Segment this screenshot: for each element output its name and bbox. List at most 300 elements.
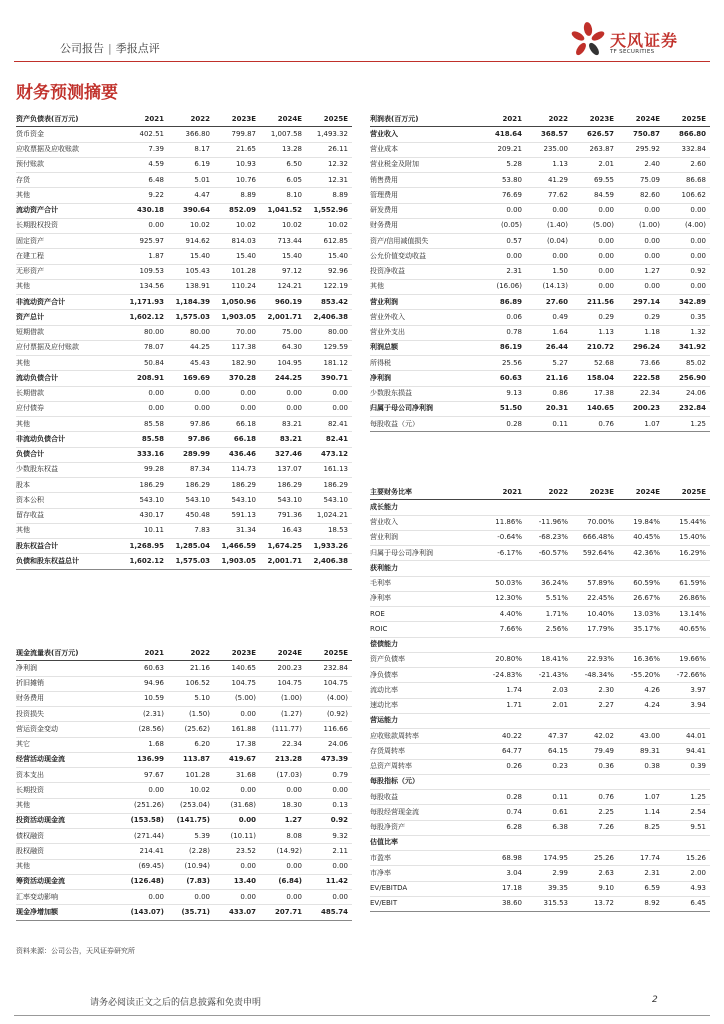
row-label: 每股收益 bbox=[370, 790, 480, 805]
value-cell: 1,024.21 bbox=[306, 508, 352, 523]
value-cell: 136.99 bbox=[122, 752, 168, 767]
value-cell: 25.26 bbox=[572, 851, 618, 866]
row-label: 利润总额 bbox=[370, 340, 480, 355]
value-cell: 92.96 bbox=[306, 264, 352, 279]
value-cell: 0.00 bbox=[168, 386, 214, 401]
value-cell: 2.54 bbox=[664, 805, 710, 820]
value-cell: 8.17 bbox=[168, 142, 214, 157]
table-row bbox=[16, 707, 352, 722]
value-cell: 208.91 bbox=[122, 371, 168, 386]
table-row bbox=[370, 340, 710, 355]
table-title-cell: 主要财务比率 bbox=[370, 485, 480, 500]
table-row bbox=[16, 874, 352, 889]
value-cell: 50.03% bbox=[480, 576, 526, 591]
value-cell: 1.71 bbox=[480, 698, 526, 713]
table-row bbox=[16, 325, 352, 340]
value-cell: 2.63 bbox=[572, 866, 618, 881]
value-cell: 1,050.96 bbox=[214, 295, 260, 310]
table-row bbox=[370, 127, 710, 142]
row-label: 存货周转率 bbox=[370, 744, 480, 759]
value-cell: 13.40 bbox=[214, 874, 260, 889]
value-cell: 0.00 bbox=[214, 386, 260, 401]
year-header-cell: 2025E bbox=[306, 646, 352, 661]
value-cell: (271.44) bbox=[122, 829, 168, 844]
value-cell: 97.67 bbox=[122, 768, 168, 783]
row-label: 净利润 bbox=[370, 371, 480, 386]
table-row bbox=[370, 668, 710, 683]
table-row bbox=[16, 783, 352, 798]
value-cell: 0.00 bbox=[260, 386, 306, 401]
row-label: 长期股权投资 bbox=[16, 218, 122, 233]
value-cell: (126.48) bbox=[122, 874, 168, 889]
value-cell: 436.46 bbox=[214, 447, 260, 462]
value-cell: 1.18 bbox=[618, 325, 664, 340]
year-header-cell: 2021 bbox=[122, 646, 168, 661]
table-row bbox=[16, 859, 352, 874]
value-cell: 2.03 bbox=[526, 683, 572, 698]
row-label: 短期借款 bbox=[16, 325, 122, 340]
value-cell: 16.29% bbox=[664, 546, 710, 561]
value-cell: 38.60 bbox=[480, 896, 526, 911]
value-cell: (1.00) bbox=[260, 691, 306, 706]
value-cell: 2.99 bbox=[526, 866, 572, 881]
value-cell: 23.52 bbox=[214, 844, 260, 859]
row-label: 其他 bbox=[16, 356, 122, 371]
table-row bbox=[370, 820, 710, 835]
row-label: 管理费用 bbox=[370, 188, 480, 203]
value-cell: (10.11) bbox=[214, 829, 260, 844]
row-label: 在建工程 bbox=[16, 249, 122, 264]
value-cell: 419.67 bbox=[214, 752, 260, 767]
value-cell: 44.01 bbox=[664, 729, 710, 744]
value-cell: 13.72 bbox=[572, 896, 618, 911]
year-header-cell: 2025E bbox=[664, 485, 710, 500]
value-cell: 1.32 bbox=[664, 325, 710, 340]
value-cell: 83.21 bbox=[260, 417, 306, 432]
value-cell: (2.31) bbox=[122, 707, 168, 722]
value-cell: 22.34 bbox=[260, 737, 306, 752]
row-label: 其它 bbox=[16, 737, 122, 752]
value-cell: 0.61 bbox=[526, 805, 572, 820]
section-row bbox=[370, 561, 710, 576]
value-cell: 80.00 bbox=[122, 325, 168, 340]
value-cell bbox=[618, 500, 664, 515]
table-row bbox=[370, 607, 710, 622]
value-cell: 366.80 bbox=[168, 127, 214, 142]
table-row bbox=[370, 234, 710, 249]
value-cell: 1,493.32 bbox=[306, 127, 352, 142]
value-cell: 0.00 bbox=[664, 203, 710, 218]
row-label: 长期借款 bbox=[16, 386, 122, 401]
table-row bbox=[370, 744, 710, 759]
value-cell: 1.13 bbox=[572, 325, 618, 340]
value-cell: 186.29 bbox=[122, 478, 168, 493]
year-header-cell: 2022 bbox=[168, 646, 214, 661]
value-cell: 68.98 bbox=[480, 851, 526, 866]
value-cell: 18.53 bbox=[306, 523, 352, 538]
value-cell: 13.03% bbox=[618, 607, 664, 622]
value-cell: 70.00 bbox=[214, 325, 260, 340]
year-header-cell: 2024E bbox=[260, 112, 306, 127]
table-row bbox=[370, 371, 710, 386]
value-cell: (6.84) bbox=[260, 874, 306, 889]
value-cell: 6.59 bbox=[618, 881, 664, 896]
value-cell: -0.64% bbox=[480, 530, 526, 545]
value-cell: 105.43 bbox=[168, 264, 214, 279]
table-row bbox=[370, 851, 710, 866]
value-cell: -24.83% bbox=[480, 668, 526, 683]
table-row bbox=[370, 759, 710, 774]
row-label: 营业成本 bbox=[370, 142, 480, 157]
value-cell: 0.78 bbox=[480, 325, 526, 340]
value-cell: 89.31 bbox=[618, 744, 664, 759]
header-divider bbox=[14, 61, 710, 62]
value-cell: 15.40 bbox=[214, 249, 260, 264]
value-cell: 6.48 bbox=[122, 173, 168, 188]
value-cell: 0.00 bbox=[526, 203, 572, 218]
value-cell: 866.80 bbox=[664, 127, 710, 142]
value-cell: 4.24 bbox=[618, 698, 664, 713]
table-row bbox=[16, 722, 352, 737]
table-row bbox=[16, 249, 352, 264]
value-cell: 6.19 bbox=[168, 157, 214, 172]
value-cell: 543.10 bbox=[168, 493, 214, 508]
value-cell: 15.40% bbox=[664, 530, 710, 545]
table-row bbox=[16, 691, 352, 706]
value-cell bbox=[526, 835, 572, 850]
value-cell: 26.11 bbox=[306, 142, 352, 157]
table-row bbox=[16, 356, 352, 371]
value-cell: 31.68 bbox=[214, 768, 260, 783]
value-cell: 327.46 bbox=[260, 447, 306, 462]
table-row bbox=[16, 813, 352, 828]
section-row bbox=[370, 500, 710, 515]
row-label: 资产总计 bbox=[16, 310, 122, 325]
value-cell: 9.10 bbox=[572, 881, 618, 896]
value-cell: (0.92) bbox=[306, 707, 352, 722]
row-label: 筹资活动现金流 bbox=[16, 874, 122, 889]
value-cell: 140.65 bbox=[572, 401, 618, 416]
value-cell: (111.77) bbox=[260, 722, 306, 737]
row-label: 总资产周转率 bbox=[370, 759, 480, 774]
value-cell: -68.23% bbox=[526, 530, 572, 545]
row-label: 其他 bbox=[16, 417, 122, 432]
value-cell: 0.00 bbox=[618, 234, 664, 249]
value-cell: 94.41 bbox=[664, 744, 710, 759]
value-cell: 8.10 bbox=[260, 188, 306, 203]
value-cell: 2.11 bbox=[306, 844, 352, 859]
value-cell: 24.06 bbox=[664, 386, 710, 401]
value-cell: 0.86 bbox=[526, 386, 572, 401]
table-row bbox=[370, 325, 710, 340]
value-cell: 0.00 bbox=[214, 401, 260, 416]
value-cell: 543.10 bbox=[306, 493, 352, 508]
value-cell: 332.84 bbox=[664, 142, 710, 157]
row-label: 投资损失 bbox=[16, 707, 122, 722]
row-label: 净利润 bbox=[16, 661, 122, 676]
table-row bbox=[16, 844, 352, 859]
value-cell bbox=[618, 561, 664, 576]
value-cell: 0.35 bbox=[664, 310, 710, 325]
table-row bbox=[370, 683, 710, 698]
value-cell: 0.92 bbox=[306, 813, 352, 828]
value-cell: 83.21 bbox=[260, 432, 306, 447]
year-header-cell: 2022 bbox=[168, 112, 214, 127]
value-cell: 24.06 bbox=[306, 737, 352, 752]
value-cell: 11.42 bbox=[306, 874, 352, 889]
row-label: 公允价值变动收益 bbox=[370, 249, 480, 264]
value-cell: (143.07) bbox=[122, 905, 168, 920]
table-row bbox=[16, 432, 352, 447]
value-cell: (4.00) bbox=[664, 218, 710, 233]
row-label: 其他 bbox=[16, 523, 122, 538]
table-row bbox=[16, 523, 352, 538]
value-cell: 0.00 bbox=[572, 264, 618, 279]
value-cell: 200.23 bbox=[260, 661, 306, 676]
value-cell: 26.86% bbox=[664, 591, 710, 606]
row-label: 股本 bbox=[16, 478, 122, 493]
value-cell: 0.00 bbox=[214, 783, 260, 798]
value-cell: 60.63 bbox=[480, 371, 526, 386]
value-cell: 1.27 bbox=[260, 813, 306, 828]
value-cell: 15.40 bbox=[306, 249, 352, 264]
value-cell: 106.52 bbox=[168, 676, 214, 691]
value-cell bbox=[664, 500, 710, 515]
value-cell: 47.37 bbox=[526, 729, 572, 744]
table-row bbox=[370, 279, 710, 294]
value-cell: (5.00) bbox=[572, 218, 618, 233]
value-cell: 36.24% bbox=[526, 576, 572, 591]
value-cell: -60.57% bbox=[526, 546, 572, 561]
table-row bbox=[370, 264, 710, 279]
value-cell: 53.80 bbox=[480, 173, 526, 188]
value-cell: 390.64 bbox=[168, 203, 214, 218]
value-cell: 0.00 bbox=[526, 249, 572, 264]
value-cell: (153.58) bbox=[122, 813, 168, 828]
value-cell bbox=[526, 774, 572, 789]
value-cell bbox=[572, 561, 618, 576]
value-cell: 0.11 bbox=[526, 790, 572, 805]
row-label: 财务费用 bbox=[16, 691, 122, 706]
value-cell: 182.90 bbox=[214, 356, 260, 371]
value-cell: 104.75 bbox=[260, 676, 306, 691]
value-cell: 1,903.05 bbox=[214, 310, 260, 325]
value-cell: 15.40 bbox=[168, 249, 214, 264]
table-row bbox=[16, 752, 352, 767]
section-row bbox=[370, 713, 710, 728]
value-cell: 106.62 bbox=[664, 188, 710, 203]
year-header-cell: 2023E bbox=[572, 485, 618, 500]
value-cell bbox=[480, 713, 526, 728]
year-header-cell: 2022 bbox=[526, 112, 572, 127]
table-header-row bbox=[16, 646, 352, 661]
value-cell: 86.68 bbox=[664, 173, 710, 188]
table-row bbox=[16, 310, 352, 325]
row-label: 获利能力 bbox=[370, 561, 480, 576]
value-cell: 210.72 bbox=[572, 340, 618, 355]
value-cell: 0.38 bbox=[618, 759, 664, 774]
value-cell bbox=[526, 637, 572, 652]
value-cell: 21.16 bbox=[526, 371, 572, 386]
value-cell: 430.17 bbox=[122, 508, 168, 523]
value-cell: 297.14 bbox=[618, 295, 664, 310]
value-cell: 116.66 bbox=[306, 722, 352, 737]
table-title-cell: 利润表(百万元) bbox=[370, 112, 480, 127]
value-cell: 64.15 bbox=[526, 744, 572, 759]
value-cell: 19.66% bbox=[664, 652, 710, 667]
year-header-cell: 2021 bbox=[480, 485, 526, 500]
row-label: 负债和股东权益总计 bbox=[16, 554, 122, 569]
table-row bbox=[370, 417, 710, 432]
value-cell: 113.87 bbox=[168, 752, 214, 767]
value-cell: 181.12 bbox=[306, 356, 352, 371]
value-cell: (2.28) bbox=[168, 844, 214, 859]
row-label: 偿债能力 bbox=[370, 637, 480, 652]
value-cell: 60.59% bbox=[618, 576, 664, 591]
row-label: 速动比率 bbox=[370, 698, 480, 713]
value-cell: 2.01 bbox=[572, 157, 618, 172]
value-cell: 543.10 bbox=[260, 493, 306, 508]
table-row bbox=[16, 539, 352, 554]
value-cell: 0.00 bbox=[260, 401, 306, 416]
row-label: 应付债券 bbox=[16, 401, 122, 416]
value-cell: 0.00 bbox=[572, 249, 618, 264]
row-label: 存货 bbox=[16, 173, 122, 188]
row-label: 资产/信用减值损失 bbox=[370, 234, 480, 249]
value-cell: 0.06 bbox=[480, 310, 526, 325]
source-note: 资料来源：公司公告，天风证券研究所 bbox=[16, 947, 135, 955]
value-cell: 1.25 bbox=[664, 790, 710, 805]
value-cell: 35.17% bbox=[618, 622, 664, 637]
value-cell: 13.14% bbox=[664, 607, 710, 622]
value-cell: 200.23 bbox=[618, 401, 664, 416]
table-row bbox=[370, 142, 710, 157]
value-cell: 86.89 bbox=[480, 295, 526, 310]
value-cell bbox=[618, 774, 664, 789]
value-cell: 1,674.25 bbox=[260, 539, 306, 554]
logo-subtitle: TF SECURITIES bbox=[610, 49, 655, 55]
value-cell: (69.45) bbox=[122, 859, 168, 874]
value-cell: 138.91 bbox=[168, 279, 214, 294]
value-cell: 64.77 bbox=[480, 744, 526, 759]
value-cell: 2.01 bbox=[526, 698, 572, 713]
row-label: 投资活动现金流 bbox=[16, 813, 122, 828]
table-row bbox=[16, 447, 352, 462]
value-cell: 60.63 bbox=[122, 661, 168, 676]
value-cell: 174.95 bbox=[526, 851, 572, 866]
value-cell: 82.41 bbox=[306, 417, 352, 432]
table-row bbox=[370, 896, 710, 911]
value-cell: 333.16 bbox=[122, 447, 168, 462]
value-cell: 0.76 bbox=[572, 790, 618, 805]
value-cell: 0.00 bbox=[214, 859, 260, 874]
table-row bbox=[370, 652, 710, 667]
value-cell: 244.25 bbox=[260, 371, 306, 386]
row-label: 营业利润 bbox=[370, 295, 480, 310]
table-row bbox=[370, 866, 710, 881]
value-cell: 0.28 bbox=[480, 417, 526, 432]
value-cell: 11.86% bbox=[480, 515, 526, 530]
value-cell: 2.40 bbox=[618, 157, 664, 172]
table-title-cell: 资产负债表(百万元) bbox=[16, 112, 122, 127]
value-cell: 10.02 bbox=[168, 218, 214, 233]
value-cell: 45.43 bbox=[168, 356, 214, 371]
report-category: 公司报告 | 季报点评 bbox=[60, 42, 160, 55]
value-cell: 16.36% bbox=[618, 652, 664, 667]
table-row bbox=[16, 829, 352, 844]
value-cell: 0.00 bbox=[168, 401, 214, 416]
table-row bbox=[370, 401, 710, 416]
row-label: 流动负债合计 bbox=[16, 371, 122, 386]
value-cell: 15.44% bbox=[664, 515, 710, 530]
value-cell: -11.96% bbox=[526, 515, 572, 530]
value-cell: 129.59 bbox=[306, 340, 352, 355]
value-cell: 13.28 bbox=[260, 142, 306, 157]
value-cell: 20.80% bbox=[480, 652, 526, 667]
value-cell: 0.00 bbox=[664, 234, 710, 249]
row-label: 资产负债率 bbox=[370, 652, 480, 667]
value-cell: 0.79 bbox=[306, 768, 352, 783]
year-header-cell: 2025E bbox=[664, 112, 710, 127]
value-cell: 110.24 bbox=[214, 279, 260, 294]
table-row bbox=[16, 401, 352, 416]
value-cell: 21.65 bbox=[214, 142, 260, 157]
row-label: 销售费用 bbox=[370, 173, 480, 188]
value-cell: 0.00 bbox=[122, 386, 168, 401]
value-cell: 0.00 bbox=[122, 783, 168, 798]
value-cell: 289.99 bbox=[168, 447, 214, 462]
value-cell: 97.12 bbox=[260, 264, 306, 279]
value-cell: 4.47 bbox=[168, 188, 214, 203]
value-cell: 1.50 bbox=[526, 264, 572, 279]
value-cell: 66.18 bbox=[214, 432, 260, 447]
table-row bbox=[16, 417, 352, 432]
value-cell: 0.39 bbox=[664, 759, 710, 774]
value-cell: 10.02 bbox=[214, 218, 260, 233]
value-cell: 368.57 bbox=[526, 127, 572, 142]
value-cell: 5.28 bbox=[480, 157, 526, 172]
value-cell: 0.00 bbox=[306, 401, 352, 416]
row-label: ROE bbox=[370, 607, 480, 622]
value-cell: 1,007.58 bbox=[260, 127, 306, 142]
value-cell: -48.34% bbox=[572, 668, 618, 683]
value-cell: 0.36 bbox=[572, 759, 618, 774]
table-row bbox=[16, 142, 352, 157]
table-row bbox=[16, 234, 352, 249]
value-cell: 1.64 bbox=[526, 325, 572, 340]
value-cell bbox=[480, 835, 526, 850]
value-cell: 0.00 bbox=[572, 279, 618, 294]
row-label: 市净率 bbox=[370, 866, 480, 881]
value-cell: 75.00 bbox=[260, 325, 306, 340]
value-cell: 1.71% bbox=[526, 607, 572, 622]
table-row bbox=[16, 127, 352, 142]
footer-disclaimer: 请务必阅读正文之后的信息披露和免责申明 bbox=[90, 998, 262, 1008]
value-cell: 370.28 bbox=[214, 371, 260, 386]
value-cell: 124.21 bbox=[260, 279, 306, 294]
table-row bbox=[370, 173, 710, 188]
value-cell: 50.84 bbox=[122, 356, 168, 371]
value-cell bbox=[572, 500, 618, 515]
value-cell: 342.89 bbox=[664, 295, 710, 310]
value-cell: 295.92 bbox=[618, 142, 664, 157]
value-cell: 84.59 bbox=[572, 188, 618, 203]
value-cell: 82.60 bbox=[618, 188, 664, 203]
table-row bbox=[370, 622, 710, 637]
value-cell: 80.00 bbox=[306, 325, 352, 340]
value-cell: 6.20 bbox=[168, 737, 214, 752]
row-label: 股东权益合计 bbox=[16, 539, 122, 554]
